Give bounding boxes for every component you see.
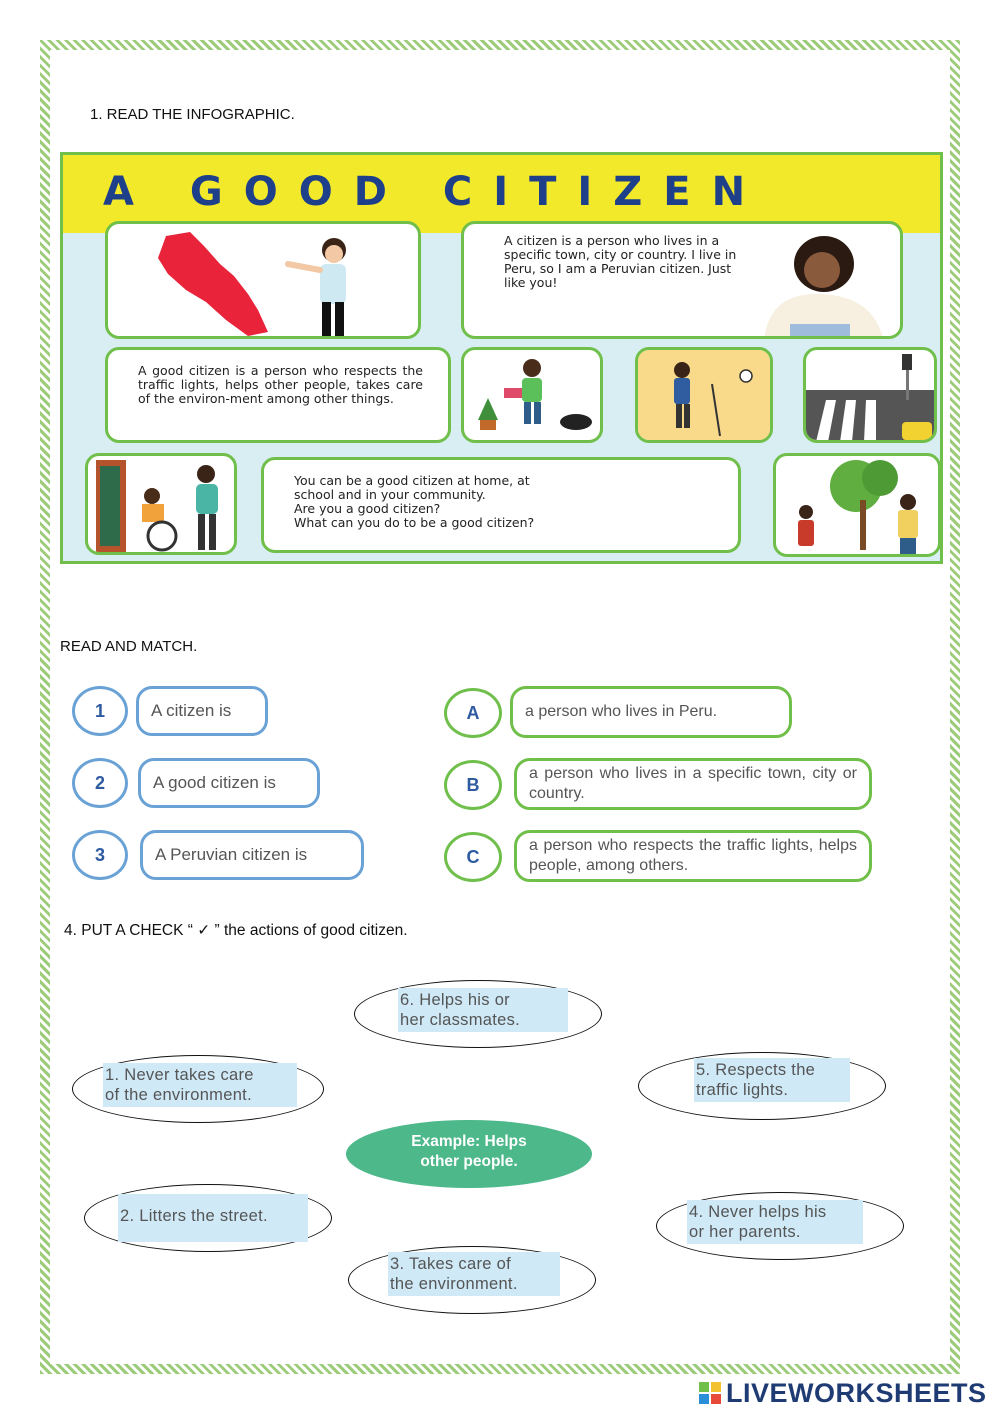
- match-left-1[interactable]: A citizen is: [136, 686, 268, 736]
- action-3-line2: the environment.: [390, 1275, 518, 1293]
- example-badge: [346, 1120, 592, 1188]
- sweeping-card: [635, 347, 773, 443]
- logo-text: LIVEWORKSHEETS: [726, 1377, 987, 1408]
- peru-map-card: [105, 221, 421, 339]
- action-label-3[interactable]: [388, 1252, 560, 1296]
- match-left-3[interactable]: A Peruvian citizen is: [140, 830, 364, 880]
- action-3-line1: 3. Takes care of: [390, 1255, 511, 1273]
- section4-instruction: 4. PUT A CHECK “ ✓ ” the actions of good citizen.: [64, 922, 408, 939]
- citizen-definition-text: A citizen is a person who lives in a specific town, city or country. I live in Peru, so I am a Peruvian citizen. Just like you!: [504, 233, 737, 290]
- how-line-1: You can be a good citizen at home, at: [294, 473, 530, 488]
- action-4-line1: 4. Never helps his: [689, 1203, 827, 1221]
- woman-portrait-illustration: [464, 224, 903, 339]
- planting-tree-illustration: [776, 456, 941, 557]
- crosswalk-illustration: [806, 350, 937, 443]
- boy-sweeping-icon: [674, 362, 752, 436]
- woman-pointing-icon: [288, 238, 346, 338]
- traffic-light-crosswalk-icon: [806, 354, 937, 443]
- infographic: [60, 152, 943, 564]
- liveworksheets-logo: [698, 1378, 987, 1408]
- match-number-2: 2: [72, 758, 128, 808]
- action-label-2[interactable]: [118, 1194, 308, 1242]
- action-1-line1: 1. Never takes care: [105, 1066, 254, 1084]
- example-line1: Example: Helps: [411, 1133, 527, 1150]
- match-left-2[interactable]: A good citizen is: [138, 758, 320, 808]
- watering-plant-card: [461, 347, 603, 443]
- match-number-3: 3: [72, 830, 128, 880]
- example-line2: other people.: [420, 1153, 518, 1170]
- good-citizen-definition-card: [105, 347, 451, 443]
- action-label-5[interactable]: [694, 1058, 850, 1102]
- match-right-a[interactable]: a person who lives in Peru.: [510, 686, 792, 738]
- crosswalk-card: [803, 347, 937, 443]
- action-1-line2: of the environment.: [105, 1086, 252, 1104]
- woman-portrait-icon: [764, 236, 884, 339]
- action-label-6[interactable]: [398, 988, 568, 1032]
- action-5-line1: 5. Respects the: [696, 1061, 816, 1079]
- infographic-title: A GOOD CITIZEN: [103, 169, 767, 215]
- citizen-definition-card: [461, 221, 903, 339]
- how-line-4: What can you do to be a good citizen?: [294, 515, 535, 530]
- boy-sweeping-illustration: [638, 350, 773, 443]
- people-planting-tree-icon: [798, 460, 918, 556]
- match-right-c[interactable]: a person who respects the traffic lights, helps people, among others.: [514, 830, 872, 882]
- action-2-line1: 2. Litters the street.: [120, 1207, 268, 1225]
- how-line-2: school and in your community.: [294, 487, 486, 502]
- action-6-line1: 6. Helps his or: [400, 991, 510, 1009]
- action-label-4[interactable]: [687, 1200, 863, 1244]
- how-to-be-good-citizen-text: [294, 474, 734, 530]
- action-5-line2: traffic lights.: [696, 1081, 789, 1099]
- match-letter-c: C: [444, 832, 502, 882]
- peru-map-icon: [158, 232, 268, 336]
- peru-map-illustration: [108, 224, 421, 339]
- action-4-line2: or her parents.: [689, 1223, 801, 1241]
- action-6-line2: her classmates.: [400, 1011, 521, 1029]
- match-right-b[interactable]: a person who lives in a specific town, city or country.: [514, 758, 872, 810]
- boy-watering-plant-illustration: [464, 350, 603, 443]
- wheelchair-card: [85, 453, 237, 555]
- helping-wheelchair-illustration: [88, 456, 237, 555]
- match-letter-b: B: [444, 760, 502, 810]
- match-number-1: 1: [72, 686, 128, 736]
- boy-watering-plant-icon: [478, 359, 592, 430]
- logo-squares-icon: [698, 1381, 722, 1405]
- planting-tree-card: [773, 453, 941, 557]
- section1-instruction: 1. READ THE INFOGRAPHIC.: [90, 106, 295, 123]
- match-letter-a: A: [444, 688, 502, 738]
- how-line-3: Are you a good citizen?: [294, 501, 441, 516]
- good-citizen-definition-text: A good citizen is a person who respects the traffic lights, helps other people, takes care of the environ-ment among other things.: [138, 363, 423, 406]
- girl-helping-wheelchair-icon: [96, 460, 218, 554]
- section2-instruction: READ AND MATCH.: [60, 638, 198, 655]
- action-label-1[interactable]: [103, 1063, 297, 1107]
- how-to-be-good-citizen-card: [261, 457, 741, 553]
